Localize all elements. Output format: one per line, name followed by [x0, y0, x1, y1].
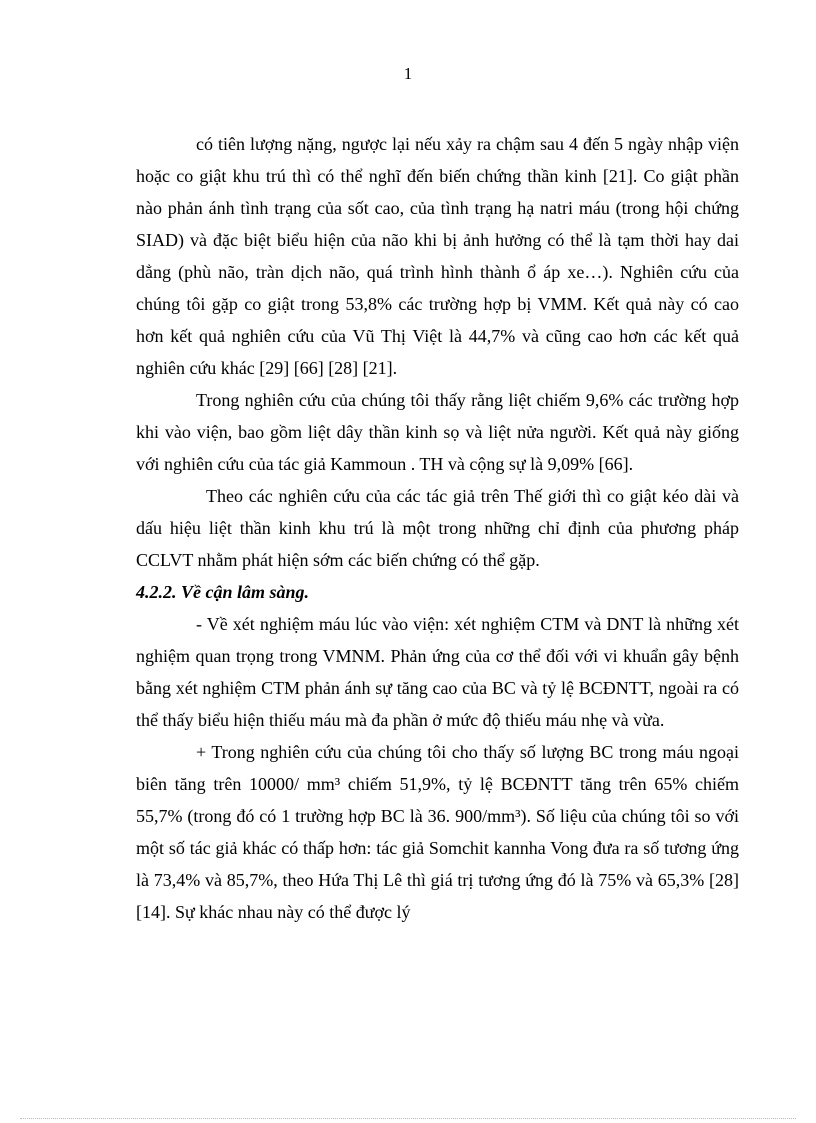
paragraph-paralysis: Trong nghiên cứu của chúng tôi thấy rằng liệt chiếm 9,6% các trường hợp khi vào viện, bao gồm liệt dây thần kinh sọ và liệt nửa người. Kết quả này giống với nghiên cứu của tác giả Kammoun . TH và cộng sự là 9,09% [66].	[136, 390, 739, 474]
section-heading: 4.2.2. Về cận lâm sàng.	[136, 582, 310, 602]
page-bottom-divider	[20, 1118, 796, 1119]
paragraph-blood-test: - Về xét nghiệm máu lúc vào viện: xét nghiệm CTM và DNT là những xét nghiệm quan trọng trong VMNM. Phản ứng của cơ thể đối với vi khuẩn gây bệnh bằng xét nghiệm CTM phản ánh sự tăng cao của BC và tỷ lệ BCĐNTT, ngoài ra có thể thấy biểu hiện thiếu máu mà đa phần ở mức độ thiếu máu nhẹ và vừa.	[136, 614, 739, 730]
page-number: 1	[403, 64, 413, 83]
paragraph-seizure-discussion: có tiên lượng nặng, ngược lại nếu xảy ra chậm sau 4 đến 5 ngày nhập viện hoặc co giật khu trú thì có thể nghĩ đến biến chứng thần kinh [21]. Co giật phần nào phản ánh tình trạng của sốt cao, của tình trạng hạ natri máu (trong hội chứng SIAD) và đặc biệt biểu hiện của não khi bị ảnh hưởng có thể là tạm thời hay dai dẳng (phù não, tràn dịch não, quá trình hình thành ổ áp xe…). Nghiên cứu của chúng tôi gặp co giật trong 53,8% các trường hợp bị VMM. Kết quả này có cao hơn kết quả nghiên cứu của Vũ Thị Việt là 44,7% và cũng cao hơn các kết quả nghiên cứu khác [29] [66] [28] [21].	[136, 134, 739, 378]
paragraph-ct-indication: Theo các nghiên cứu của các tác giả trên Thế giới thì co giật kéo dài và dấu hiệu liệt thần kinh khu trú là một trong những chỉ định của phương pháp CCLVT nhằm phát hiện sớm các biến chứng có thể gặp.	[136, 486, 739, 570]
document-body	[136, 128, 739, 928]
paragraph-white-cell-count: + Trong nghiên cứu của chúng tôi cho thấy số lượng BC trong máu ngoại biên tăng trên 10000/ mm³ chiếm 51,9%, tỷ lệ BCĐNTT tăng trên 65% chiếm 55,7% (trong đó có 1 trường hợp BC là 36. 900/mm³). Số liệu của chúng tôi so với một số tác giả khác có thấp hơn: tác giả Somchit kannha Vong đưa ra số tương ứng là 73,4% và 85,7%, theo Hứa Thị Lê thì giá trị tương ứng đó là 75% và 65,3% [28] [14]. Sự khác nhau này có thể được lý	[136, 742, 739, 922]
